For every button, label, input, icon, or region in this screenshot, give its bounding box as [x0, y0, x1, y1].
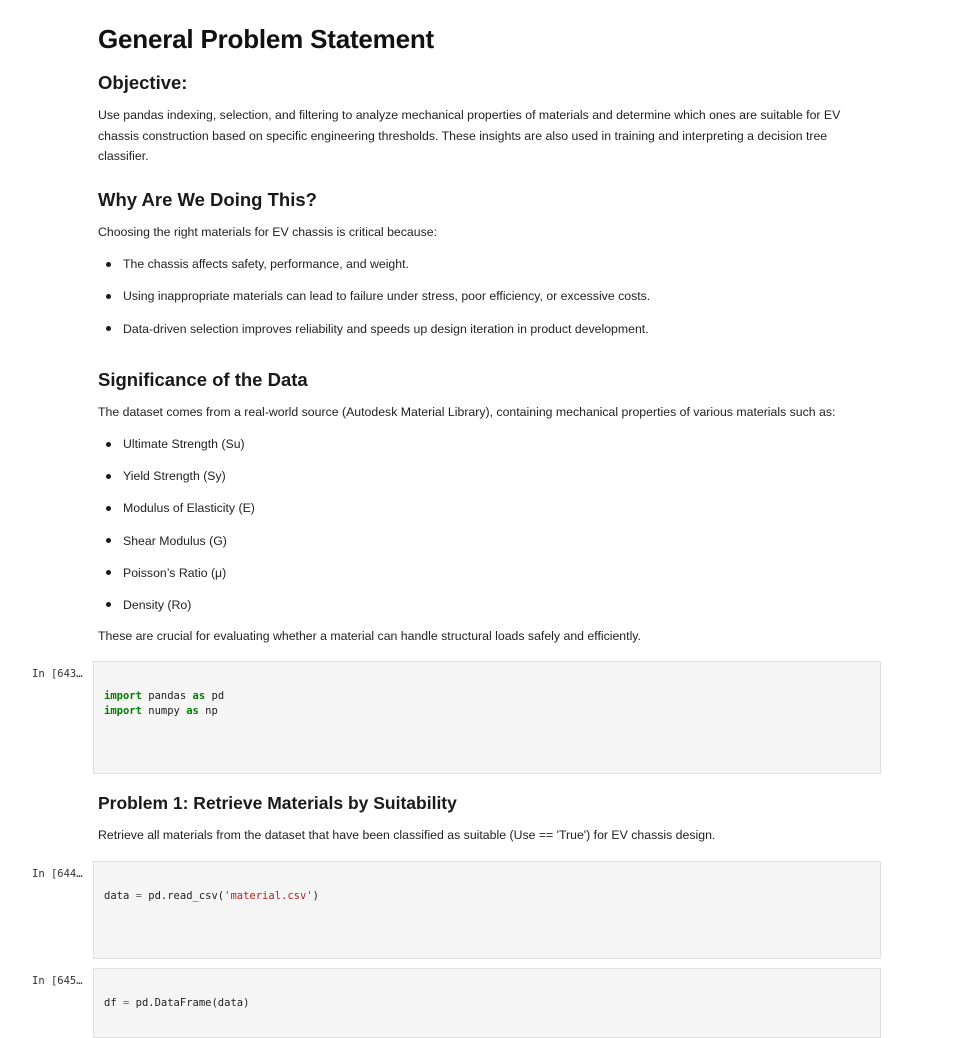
list-item: Shear Modulus (G): [98, 531, 858, 551]
why-intro: Choosing the right materials for EV chassis is critical because:: [98, 225, 437, 239]
objective-heading: Objective:: [98, 72, 188, 93]
significance-bullet-list: [98, 434, 858, 615]
code-editor[interactable]: df = pd.DataFrame(data): [104, 997, 250, 1009]
page-title: General Problem Statement: [98, 24, 434, 54]
list-item: Poisson’s Ratio (μ): [98, 563, 858, 583]
cell-prompt: In [645…: [32, 975, 83, 987]
problem1-heading: Problem 1: Retrieve Materials by Suitability: [98, 793, 457, 813]
list-item: Ultimate Strength (Su): [98, 434, 858, 454]
list-item: The chassis affects safety, performance, and weight.: [98, 254, 858, 274]
significance-heading: Significance of the Data: [98, 369, 308, 390]
why-heading: Why Are We Doing This?: [98, 189, 317, 210]
code-cell-dataframe[interactable]: [93, 968, 881, 1038]
significance-outro: These are crucial for evaluating whether a material can handle structural loads safely and efficiently.: [98, 629, 641, 643]
list-item: Using inappropriate materials can lead to failure under stress, poor efficiency, or excessive costs.: [98, 286, 858, 306]
problem1-text: Retrieve all materials from the dataset that have been classified as suitable (Use == 'True') for EV chassis design.: [98, 828, 716, 842]
list-item: Density (Ro): [98, 595, 858, 615]
code-editor[interactable]: import pandas as pd import numpy as np: [104, 690, 225, 717]
code-cell-imports[interactable]: [93, 661, 881, 774]
list-item: Modulus of Elasticity (E): [98, 498, 858, 518]
objective-text: Use pandas indexing, selection, and filtering to analyze mechanical properties of materials and determine which ones are suitable for EV chassis construction based on specific engineering thresholds. These insights are also used in training and interpreting a decision tree classifier.: [98, 108, 841, 163]
list-item: Yield Strength (Sy): [98, 466, 858, 486]
significance-intro: The dataset comes from a real-world source (Autodesk Material Library), containing mechanical properties of various materials such as:: [98, 405, 836, 419]
cell-prompt: In [644…: [32, 868, 83, 880]
cell-prompt: In [643…: [32, 668, 83, 680]
list-item: Data-driven selection improves reliability and speeds up design iteration in product development.: [98, 319, 858, 339]
why-bullet-list: [98, 254, 858, 339]
code-editor[interactable]: data = pd.read_csv('material.csv'): [104, 890, 319, 902]
code-cell-read-csv[interactable]: [93, 861, 881, 959]
